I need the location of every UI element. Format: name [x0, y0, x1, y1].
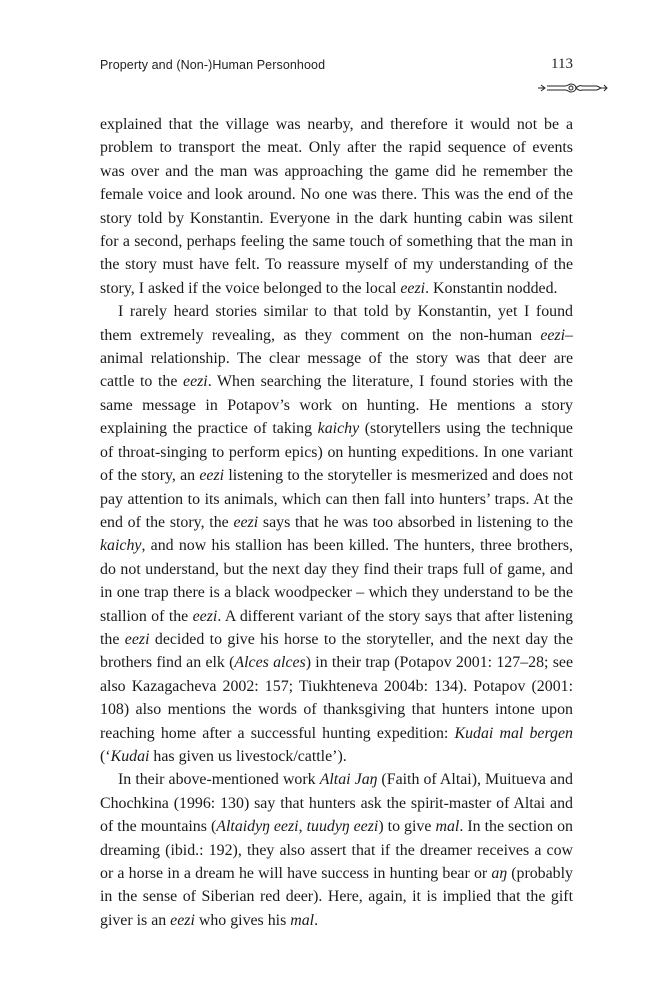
text-run: ) in their trap (Potapov 2001: 127–28; see also Kazagacheva 2002: 157; Tiukhteneva 2004b: 134). Potapov (2001: 108) also mentions the words of thanksgiving that hunters intone upon reaching home after a successful hunting expedition: — [100, 654, 573, 742]
page-number: 113 — [551, 56, 573, 72]
italic-term: eezi — [170, 911, 195, 929]
italic-term: mal — [435, 818, 460, 836]
italic-term: Altaidyŋ eezi — [216, 818, 299, 836]
text-run: . Konstantin nodded. — [425, 279, 558, 297]
text-run: (probably in the sense of Siberian red deer). Here, again, it is implied that the gift giver is an — [100, 865, 573, 929]
text-run: listening to the storyteller is mesmerized and does not pay attention to its animals, which can then fall into hunters’ traps. At the end of the story, the — [100, 467, 573, 531]
text-run: explained that the village was nearby, and therefore it would not be a problem to transport the meat. Only after the rapid sequence of events was over and the man was approaching the game did he remember the female voice and look around. No one was there. This was the end of the story told by Konstantin. Everyone in the dark hunting cabin was silent for a second, perhaps feeling the same touch of something that the man in the story must have felt. To reassure myself of my understanding of the story, I asked if the voice belonged to the local — [100, 116, 573, 297]
text-run: In their above-mentioned work — [118, 771, 320, 789]
flourish-icon — [535, 80, 610, 96]
text-run: . — [314, 911, 319, 929]
paragraph — [100, 300, 573, 768]
italic-term: eezi — [124, 630, 150, 648]
text-run: (‘ — [100, 747, 111, 765]
paragraph — [100, 768, 573, 932]
text-run: who gives his — [194, 911, 291, 929]
text-run: says that he was too absorbed in listening to the — [258, 513, 574, 531]
italic-term: Altai Jaŋ — [319, 771, 378, 789]
italic-term: Kudai — [110, 747, 150, 765]
text-run: decided to give his horse to the storyteller, and the next day the brothers find an elk ( — [100, 630, 574, 672]
italic-term: eezi — [183, 373, 208, 391]
paragraph — [100, 113, 573, 300]
italic-term: Kudai mal bergen — [454, 724, 573, 742]
italic-term: eezi — [233, 513, 259, 531]
italic-term: mal — [290, 911, 315, 929]
text-run: I rarely heard stories similar to that told by Konstantin, yet I found them extremely revealing, as they comment on the non-human — [100, 303, 573, 344]
italic-term: eezi — [199, 467, 225, 485]
text-run: , and now his stallion has been killed. The hunters, three brothers, do not understand, but the next day they find their traps full of game, and in one trap there is a black woodpecker – which they understand to be the stallion of the — [100, 537, 573, 625]
italic-term: Alces alces — [234, 654, 306, 672]
italic-term: kaichy — [317, 420, 360, 438]
italic-term: eezi — [540, 326, 566, 344]
text-run: , — [298, 818, 307, 836]
text-run: –animal relationship. The clear message of the story was that deer are cattle to the — [100, 326, 573, 391]
italic-term: eezi — [192, 607, 218, 625]
text-run: . In the section on dreaming (ibid.: 192), they also assert that if the dreamer receives a cow or a horse in a dream he will have success in hunting bear or — [100, 818, 574, 882]
text-run: . A different variant of the story says that after listening the — [100, 607, 573, 648]
italic-term: aŋ — [491, 865, 508, 882]
text-run: . When searching the literature, I found stories with the same message in Potapov’s work on hunting. He mentions a story explaining the practice of taking — [100, 373, 573, 438]
text-run: (Faith of Altai), Muitueva and Chochkina (1996: 130) say that hunters ask the spirit-master of Altai and of the mountains ( — [100, 771, 573, 836]
italic-term: tuudyŋ eezi — [306, 818, 379, 836]
text-run: has given us livestock/cattle’). — [149, 747, 347, 765]
body-text — [100, 113, 573, 932]
italic-term: kaichy — [100, 537, 142, 555]
running-head: Property and (Non-)Human Personhood — [100, 58, 326, 72]
text-run: ) to give — [378, 818, 436, 836]
text-run: (storytellers using the technique of throat-singing to perform epics) on hunting expeditions. In one variant of the story, an — [100, 420, 573, 485]
italic-term: eezi — [400, 279, 426, 297]
